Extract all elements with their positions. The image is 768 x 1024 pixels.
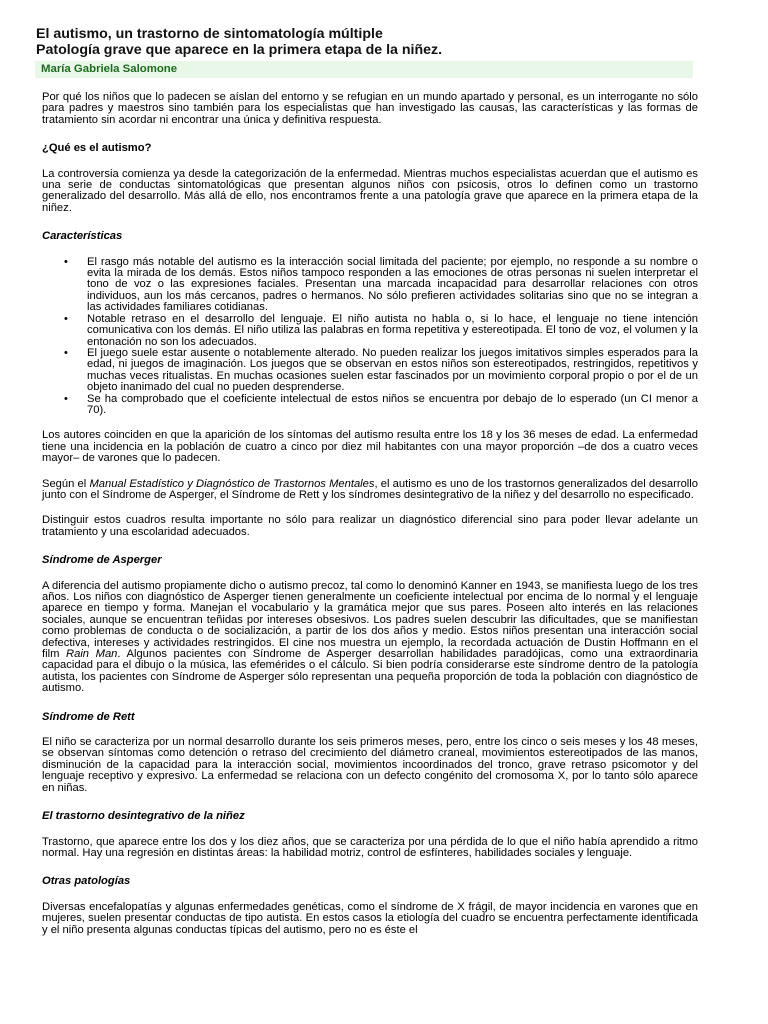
asperger-post-text: . Algunos pacientes con Síndrome de Asperger desarrollan habilidades paradójicas, como una extraordinaria capacidad para el dibujo o la música, las efemérides o el cálculo. Si bien podría considerarse este síndrome dentro de la patología autista, los pacientes con Síndrome de Asperger sólo representan una pequeña proporción de toda la población con diagnóstico de autismo. xyxy=(42,648,698,695)
otras-paragraph: Diversas encefalopatías y algunas enfermedades genéticas, como el síndrome de X frágil, de mayor incidencia en varones que en mujeres, suelen presentar conductas de tipo autista. En estos casos la etiología del cuadro se encuentra perfectamente identificada y el niño presenta algunas conductas típicas del autismo, pero no es éste el xyxy=(42,900,698,936)
author-byline: María Gabriela Salomone xyxy=(35,61,693,78)
list-item: • El rasgo más notable del autismo es la interacción social limitada del paciente; por ejemplo, no responde a su nombre o evita la mirada de los demás. Estos niños tampoco responden a las emociones de otras personas ni suelen interpretar el tono de voz o las expresiones faciales. Presentan una marcada incapacidad para desarrollar relaciones con otros individuos, aun los más cercanos, padres o hermanos. No sólo prefieren actividades solitarias sino que no se integran a las actividades familiares cotidianas. xyxy=(87,257,698,314)
section-heading-que-es: ¿Qué es el autismo? xyxy=(42,142,152,155)
characteristics-list xyxy=(42,257,698,417)
onset-paragraph: Los autores coinciden en que la aparición de los síntomas del autismo resulta entre los 18 y los 36 meses de edad. La enfermedad tiene una incidencia en la población de cuatro a cinco por diez mil habitantes con una mayor proporción –de dos a cuatro veces mayor– de varones que lo padecen. xyxy=(42,429,698,465)
article-body xyxy=(42,92,698,936)
list-item: • Se ha comprobado que el coeficiente intelectual de estos niños se encuentra por debajo de lo esperado (un CI menor a 70). xyxy=(87,394,698,417)
manual-paragraph xyxy=(42,479,698,502)
section-heading-asperger: Síndrome de Asperger xyxy=(42,554,162,567)
manual-post-text: , el autismo es uno de los trastornos generalizados del desarrollo junto con el Síndrome de Asperger, el Síndrome de Rett y los síndromes desintegrativo de la niñez y del desarrollo no especificado. xyxy=(42,477,698,501)
distinguish-paragraph: Distinguir estos cuadros resulta importante no sólo para realizar un diagnóstico diferencial sino para poder llevar adelante un tratamiento y una escolaridad adecuados. xyxy=(42,514,698,538)
article-title: El autismo, un trastorno de sintomatología múltiple xyxy=(36,26,383,42)
intro-paragraph: Por qué los niños que lo padecen se aíslan del entorno y se refugian en un mundo apartado y personal, es un interrogante no sólo para padres y maestros sino también para los especialistas que han investigado las causas, las características y las formas de tratamiento sin acordar ni encontrar una única y definitiva respuesta. xyxy=(42,91,698,126)
section-heading-rett: Síndrome de Rett xyxy=(42,710,135,723)
asperger-pre-text: A diferencia del autismo propiamente dicho o autismo precoz, tal como lo denominó Kanner en 1943, se manifiesta luego de los tres años. Los niños con diagnóstico de Asperger tienen generalmente un coeficiente intelectual por encima de lo normal y el lenguaje aparece en tiempo y forma. Manejan el vocabulario y la gramática mejor que sus pares. Poseen alto interés en las relaciones sociales, aunque se encuentran teñidas por intereses obsesivos. Los padres suelen descubrir las dificultades, que se manifiestan como problemas de conducta o de socialización, a partir de los dos años y medio. Estos niños presentan una interacción social defectiva, intereses y actividades restringidos. El cine nos muestra un ejemplo, la recordada actuación de Dustin Hoffmann en el film xyxy=(42,579,698,661)
rett-paragraph: El niño se caracteriza por un normal desarrollo durante los seis primeros meses, pero, entre los cinco o seis meses y los 48 meses, se observan síntomas como detención o retraso del crecimiento del diámetro craneal, movimientos estereotipados de las manos, disminución de la capacidad para la interacción social, movimientos incoordinados del tronco, grave retraso psicomotor y del lenguaje receptivo y expresivo. La enfermedad se relaciona con un defecto congénito del cromosoma X, por lo tanto sólo aparece en niñas. xyxy=(42,736,698,794)
section-heading-otras: Otras patologías xyxy=(42,875,131,888)
asperger-paragraph xyxy=(42,581,698,695)
section-heading-caracteristicas: Características xyxy=(42,230,123,243)
list-item: • Notable retraso en el desarrollo del lenguaje. El niño autista no habla o, si lo hace, el lenguaje no tiene intención comunicativa con los demás. El niño utiliza las palabras en forma repetitiva y estereotipada. El tono de voz, el volumen y la entonación no son los adecuados. xyxy=(87,314,698,348)
que-es-paragraph: La controversia comienza ya desde la categorización de la enfermedad. Mientras muchos especialistas acuerdan que el autismo es una serie de conductas sintomatológicas que presentan algunos niños con psicosis, otros lo definen como un trastorno generalizado del desarrollo. Más allá de ello, nos encontramos frente a una patología grave que aparece en la primera etapa de la niñez. xyxy=(42,167,698,214)
film-title: Rain Man xyxy=(66,648,118,661)
desintegrativo-paragraph: Trastorno, que aparece entre los dos y los diez años, que se caracteriza por una pérdida de lo que el niño había aprendido a ritmo normal. Hay una regresión en distintas áreas: la habilidad motriz, control de esfínteres, habilidades sociales y lenguaje. xyxy=(42,835,698,859)
manual-pre-text: Según el xyxy=(42,477,90,490)
manual-title: Manual Estadístico y Diagnóstico de Trastornos Mentales xyxy=(89,477,375,490)
section-heading-desintegrativo: El trastorno desintegrativo de la niñez xyxy=(42,810,245,823)
list-item: • El juego suele estar ausente o notablemente alterado. No pueden realizar los juegos imitativos simples esperados para la edad, ni juegos de imaginación. Los juegos que se observan en estos niños son estereotipados, restringidos, repetitivos y muchas veces ritualistas. En muchas ocasiones suelen estar fascinados por un movimiento corporal propio o por el de un objeto inanimado del cual no pueden desprenderse. xyxy=(87,348,698,394)
article-subtitle: Patología grave que aparece en la primera etapa de la niñez. xyxy=(36,42,443,58)
